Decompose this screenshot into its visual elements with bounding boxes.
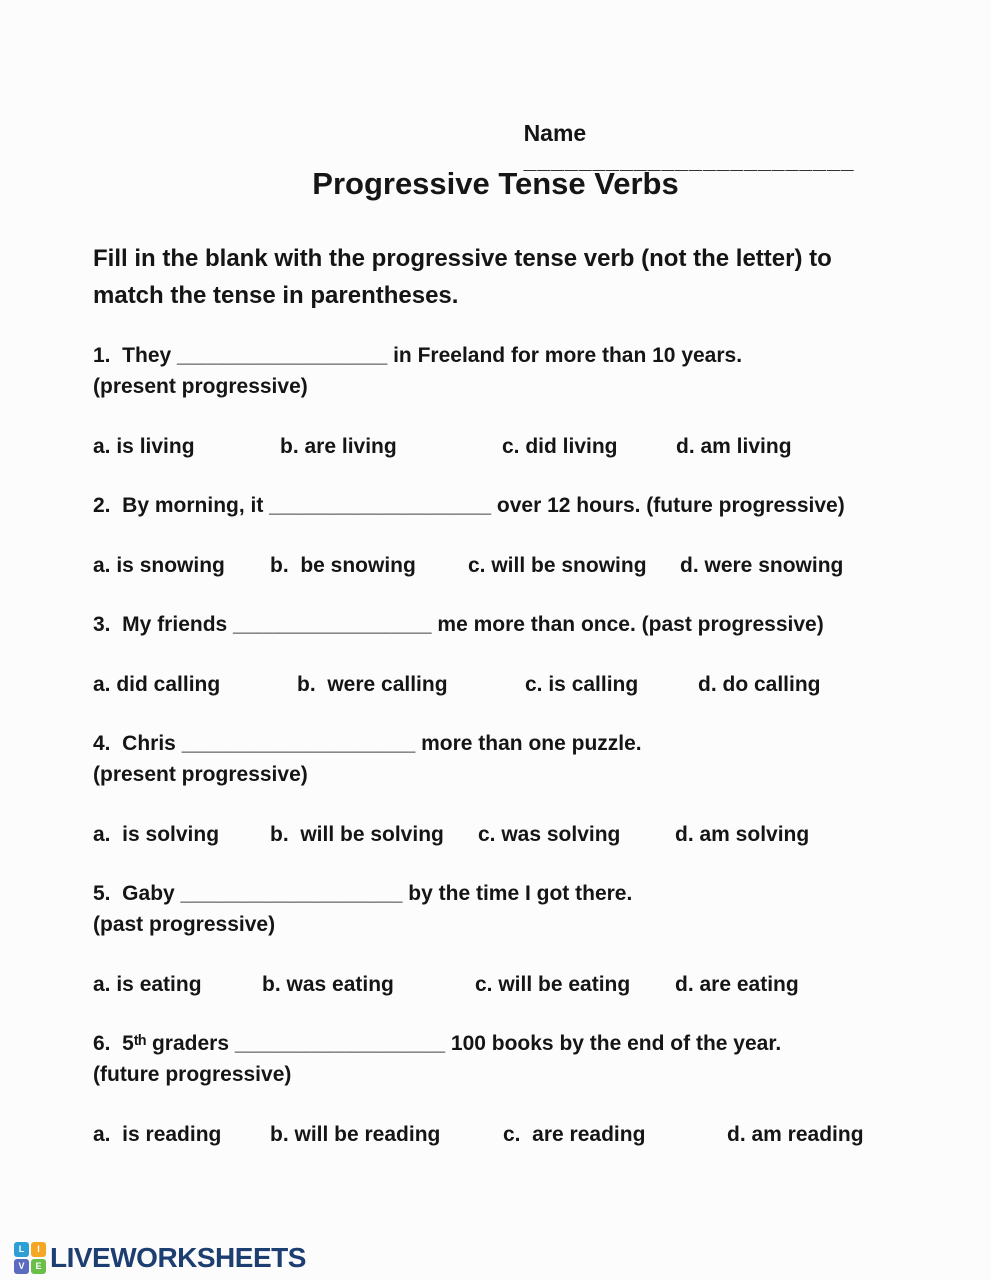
question-5 (93, 880, 923, 999)
option-c[interactable]: c. will be eating (475, 973, 631, 996)
liveworksheets-tiles-icon (14, 1242, 46, 1274)
question-5-options (93, 971, 923, 999)
option-b[interactable]: b. were calling (297, 673, 448, 696)
question-1-text[interactable]: 1. They __________________ in Freeland for more than 10 years. (93, 344, 743, 367)
question-4-tense: (present progressive) (93, 763, 308, 786)
option-c[interactable]: c. is calling (525, 673, 639, 696)
option-c[interactable]: c. did living (502, 435, 618, 458)
question-3-options (93, 671, 923, 699)
option-c[interactable]: c. was solving (478, 823, 621, 846)
option-b[interactable]: b. will be solving (270, 823, 444, 846)
question-6-text[interactable]: 6. 5ᵗʰ graders __________________ 100 books by the end of the year. (93, 1032, 782, 1055)
question-4 (93, 730, 923, 849)
question-4-options (93, 821, 923, 849)
option-d[interactable]: d. am solving (675, 823, 810, 846)
question-1 (93, 342, 923, 461)
option-b[interactable]: b. will be reading (270, 1123, 441, 1146)
option-c[interactable]: c. are reading (503, 1123, 646, 1146)
question-4-text[interactable]: 4. Chris ____________________ more than one puzzle. (93, 732, 642, 755)
question-6-tense: (future progressive) (93, 1063, 292, 1086)
question-1-options (93, 433, 923, 461)
option-d[interactable]: d. are eating (675, 973, 799, 996)
question-6-options (93, 1121, 923, 1149)
option-a[interactable]: a. is solving (93, 823, 220, 846)
logo-tile-v: V (14, 1259, 29, 1274)
option-a[interactable]: a. did calling (93, 673, 221, 696)
option-a[interactable]: a. is snowing (93, 554, 225, 577)
instructions-text: Fill in the blank with the progressive tense verb (not the letter) to match the tense in parentheses. (93, 245, 832, 309)
name-blank-line[interactable]: ________________________ (523, 147, 855, 173)
question-5-tense: (past progressive) (93, 913, 276, 936)
option-a[interactable]: a. is reading (93, 1123, 222, 1146)
logo-tile-l: L (14, 1242, 29, 1257)
option-d[interactable]: d. do calling (698, 673, 821, 696)
page-title: Progressive Tense Verbs (312, 166, 679, 201)
name-label: Name (523, 120, 587, 146)
option-d[interactable]: d. were snowing (680, 554, 844, 577)
liveworksheets-wordmark: LIVEWORKSHEETS (50, 1242, 306, 1273)
question-5-text[interactable]: 5. Gaby ___________________ by the time I got there. (93, 882, 633, 905)
question-3-text[interactable]: 3. My friends _________________ me more than once. (past progressive) (93, 613, 824, 636)
option-d[interactable]: d. am reading (727, 1123, 864, 1146)
option-b[interactable]: b. are living (280, 435, 397, 458)
liveworksheets-logo[interactable] (14, 1242, 306, 1274)
logo-tile-e: E (31, 1259, 46, 1274)
question-2-options (93, 552, 923, 580)
question-6 (93, 1030, 923, 1149)
question-2 (93, 492, 923, 580)
option-c[interactable]: c. will be snowing (468, 554, 647, 577)
question-3 (93, 611, 923, 699)
questions-list (93, 342, 923, 1149)
option-b[interactable]: b. was eating (262, 973, 394, 996)
option-b[interactable]: b. be snowing (270, 554, 416, 577)
option-a[interactable]: a. is eating (93, 973, 202, 996)
question-1-tense: (present progressive) (93, 375, 308, 398)
option-a[interactable]: a. is living (93, 435, 195, 458)
question-2-text[interactable]: 2. By morning, it ___________________ over 12 hours. (future progressive) (93, 494, 845, 517)
option-d[interactable]: d. am living (676, 435, 792, 458)
logo-tile-i: I (31, 1242, 46, 1257)
